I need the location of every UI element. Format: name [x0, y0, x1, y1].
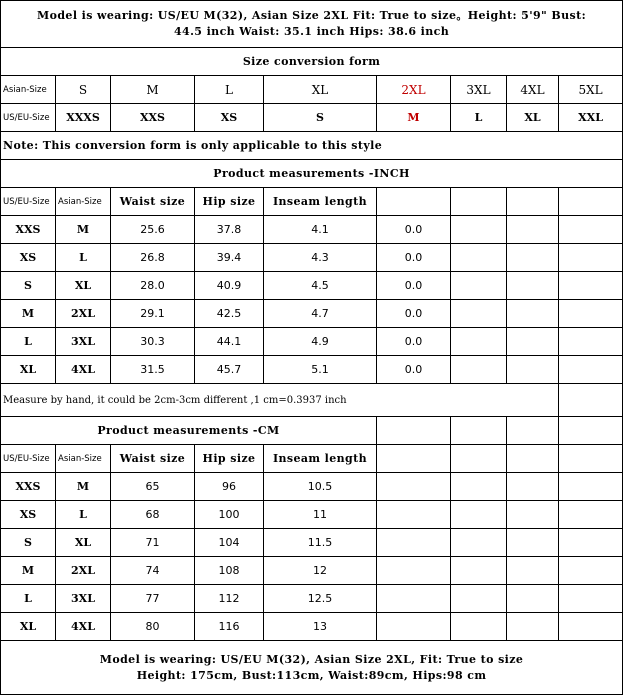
asian-size-label: Asian-Size	[1, 76, 56, 104]
hip-value: 40.9	[195, 272, 264, 300]
empty-cell	[451, 300, 507, 328]
inch-header-us: US/EU-Size	[1, 188, 56, 216]
us-size-label: US/EU-Size	[1, 104, 56, 132]
extra-value: 0.0	[377, 216, 451, 244]
inch-header-asian: Asian-Size	[56, 188, 111, 216]
empty-cell	[507, 445, 559, 473]
asian-size-cell: 5XL	[559, 76, 623, 104]
conversion-title: Size conversion form	[1, 48, 623, 76]
cm-table-row	[1, 473, 623, 501]
conversion-us-row	[1, 104, 623, 132]
asian-size: 2XL	[56, 557, 111, 585]
empty-cell	[377, 473, 451, 501]
hip-value: 104	[195, 529, 264, 557]
empty-cell	[559, 529, 623, 557]
us-size: M	[1, 300, 56, 328]
empty-cell	[507, 557, 559, 585]
inseam-value: 10.5	[264, 473, 377, 501]
inseam-value: 11	[264, 501, 377, 529]
waist-value: 28.0	[111, 272, 195, 300]
inch-table-row	[1, 272, 623, 300]
inch-header-inseam: Inseam length	[264, 188, 377, 216]
inch-table-row	[1, 300, 623, 328]
empty-cell	[451, 557, 507, 585]
us-size-cell-highlighted: M	[377, 104, 451, 132]
empty-cell	[451, 244, 507, 272]
us-size: XXS	[1, 216, 56, 244]
extra-value: 0.0	[377, 272, 451, 300]
us-size: L	[1, 328, 56, 356]
asian-size-cell: 3XL	[451, 76, 507, 104]
cm-header-us: US/EU-Size	[1, 445, 56, 473]
empty-cell	[377, 501, 451, 529]
empty-cell	[507, 356, 559, 384]
inch-table-row	[1, 328, 623, 356]
inch-table-row	[1, 356, 623, 384]
empty-cell	[559, 328, 623, 356]
empty-cell	[507, 244, 559, 272]
us-size: XL	[1, 613, 56, 641]
empty-cell	[559, 473, 623, 501]
empty-cell	[559, 216, 623, 244]
us-size: M	[1, 557, 56, 585]
cm-table-row	[1, 557, 623, 585]
inseam-value: 12.5	[264, 585, 377, 613]
inseam-value: 5.1	[264, 356, 377, 384]
hip-value: 44.1	[195, 328, 264, 356]
empty-cell	[507, 216, 559, 244]
inch-header-row	[1, 188, 623, 216]
hip-value: 112	[195, 585, 264, 613]
empty-cell	[507, 300, 559, 328]
asian-size: M	[56, 473, 111, 501]
inseam-value: 13	[264, 613, 377, 641]
empty-cell	[451, 501, 507, 529]
hip-value: 45.7	[195, 356, 264, 384]
empty-cell	[559, 356, 623, 384]
hip-value: 116	[195, 613, 264, 641]
top-note-row	[1, 1, 623, 48]
empty-cell	[451, 417, 507, 445]
hip-value: 108	[195, 557, 264, 585]
empty-cell	[377, 445, 451, 473]
asian-size: 4XL	[56, 356, 111, 384]
empty-cell	[559, 188, 623, 216]
empty-cell	[451, 529, 507, 557]
inch-table-title: Product measurements -INCH	[1, 160, 623, 188]
inseam-value: 4.7	[264, 300, 377, 328]
empty-cell	[559, 557, 623, 585]
inseam-value: 4.3	[264, 244, 377, 272]
waist-value: 77	[111, 585, 195, 613]
cm-header-asian: Asian-Size	[56, 445, 111, 473]
us-size-cell: XS	[195, 104, 264, 132]
asian-size: L	[56, 244, 111, 272]
hip-value: 100	[195, 501, 264, 529]
inch-header-waist: Waist size	[111, 188, 195, 216]
bottom-note-line-2: Height: 175cm, Bust:113cm, Waist:89cm, Hips:98 cm	[136, 668, 487, 682]
cm-table-title: Product measurements -CM	[1, 417, 377, 445]
us-size-cell: XXXS	[56, 104, 111, 132]
us-size: L	[1, 585, 56, 613]
empty-cell	[559, 501, 623, 529]
us-size-cell: S	[264, 104, 377, 132]
cm-table-row	[1, 585, 623, 613]
empty-cell	[507, 529, 559, 557]
asian-size-cell: XL	[264, 76, 377, 104]
cm-title-row	[1, 417, 623, 445]
empty-cell	[451, 328, 507, 356]
inseam-value: 12	[264, 557, 377, 585]
waist-value: 74	[111, 557, 195, 585]
empty-cell	[377, 529, 451, 557]
waist-value: 25.6	[111, 216, 195, 244]
waist-value: 31.5	[111, 356, 195, 384]
extra-value: 0.0	[377, 356, 451, 384]
us-size-cell: XL	[507, 104, 559, 132]
cm-table-row	[1, 529, 623, 557]
cm-table-row	[1, 501, 623, 529]
inch-header-hip: Hip size	[195, 188, 264, 216]
asian-size-cell: 4XL	[507, 76, 559, 104]
asian-size: 2XL	[56, 300, 111, 328]
waist-value: 65	[111, 473, 195, 501]
cm-header-hip: Hip size	[195, 445, 264, 473]
empty-cell	[451, 356, 507, 384]
us-size: S	[1, 529, 56, 557]
empty-cell	[559, 445, 623, 473]
measure-note: Measure by hand, it could be 2cm-3cm different ,1 cm=0.3937 inch	[1, 384, 559, 417]
us-size: S	[1, 272, 56, 300]
asian-size-cell: L	[195, 76, 264, 104]
cm-table-row	[1, 613, 623, 641]
bottom-note-row	[1, 641, 623, 695]
bottom-model-note	[1, 641, 623, 695]
asian-size-cell: S	[56, 76, 111, 104]
asian-size: 3XL	[56, 328, 111, 356]
empty-cell	[377, 557, 451, 585]
inch-table-row	[1, 216, 623, 244]
inch-table-row	[1, 244, 623, 272]
asian-size-cell: M	[111, 76, 195, 104]
empty-cell	[507, 473, 559, 501]
empty-cell	[377, 417, 451, 445]
empty-cell	[507, 272, 559, 300]
asian-size: XL	[56, 529, 111, 557]
empty-cell	[507, 417, 559, 445]
us-size-cell: XXS	[111, 104, 195, 132]
asian-size: 4XL	[56, 613, 111, 641]
asian-size: M	[56, 216, 111, 244]
inseam-value: 4.5	[264, 272, 377, 300]
asian-size: L	[56, 501, 111, 529]
us-size: XS	[1, 501, 56, 529]
top-note-line-2: 44.5 inch Waist: 35.1 inch Hips: 38.6 inch	[173, 25, 450, 38]
waist-value: 68	[111, 501, 195, 529]
empty-cell	[451, 585, 507, 613]
hip-value: 42.5	[195, 300, 264, 328]
empty-cell	[559, 244, 623, 272]
waist-value: 30.3	[111, 328, 195, 356]
cm-header-row	[1, 445, 623, 473]
asian-size: 3XL	[56, 585, 111, 613]
empty-cell	[451, 473, 507, 501]
us-size-cell: L	[451, 104, 507, 132]
cm-header-inseam: Inseam length	[264, 445, 377, 473]
hip-value: 96	[195, 473, 264, 501]
waist-value: 26.8	[111, 244, 195, 272]
empty-cell	[559, 272, 623, 300]
empty-cell	[507, 328, 559, 356]
bottom-note-line-1: Model is wearing: US/EU M(32), Asian Size 2XL, Fit: True to size	[99, 652, 524, 666]
conversion-note: Note: This conversion form is only applicable to this style	[1, 132, 623, 160]
inseam-value: 11.5	[264, 529, 377, 557]
inseam-value: 4.9	[264, 328, 377, 356]
empty-cell	[507, 501, 559, 529]
extra-value: 0.0	[377, 244, 451, 272]
us-size: XL	[1, 356, 56, 384]
empty-cell	[559, 384, 623, 417]
us-size: XS	[1, 244, 56, 272]
top-note-line-1: Model is wearing: US/EU M(32), Asian Size 2XL Fit: True to size。Height: 5'9" Bust:	[37, 9, 587, 22]
us-size-cell: XXL	[559, 104, 623, 132]
extra-value: 0.0	[377, 300, 451, 328]
waist-value: 71	[111, 529, 195, 557]
empty-cell	[451, 613, 507, 641]
empty-cell	[559, 300, 623, 328]
asian-size: XL	[56, 272, 111, 300]
empty-cell	[507, 585, 559, 613]
empty-cell	[377, 188, 451, 216]
empty-cell	[451, 188, 507, 216]
empty-cell	[559, 613, 623, 641]
waist-value: 80	[111, 613, 195, 641]
empty-cell	[559, 585, 623, 613]
empty-cell	[377, 613, 451, 641]
empty-cell	[507, 188, 559, 216]
empty-cell	[451, 445, 507, 473]
empty-cell	[451, 272, 507, 300]
asian-size-cell-highlighted: 2XL	[377, 76, 451, 104]
cm-header-waist: Waist size	[111, 445, 195, 473]
measure-note-row	[1, 384, 623, 417]
empty-cell	[377, 585, 451, 613]
hip-value: 37.8	[195, 216, 264, 244]
empty-cell	[507, 613, 559, 641]
extra-value: 0.0	[377, 328, 451, 356]
us-size: XXS	[1, 473, 56, 501]
waist-value: 29.1	[111, 300, 195, 328]
empty-cell	[451, 216, 507, 244]
empty-cell	[559, 417, 623, 445]
hip-value: 39.4	[195, 244, 264, 272]
top-model-note	[1, 1, 623, 48]
conversion-asian-row	[1, 76, 623, 104]
inseam-value: 4.1	[264, 216, 377, 244]
